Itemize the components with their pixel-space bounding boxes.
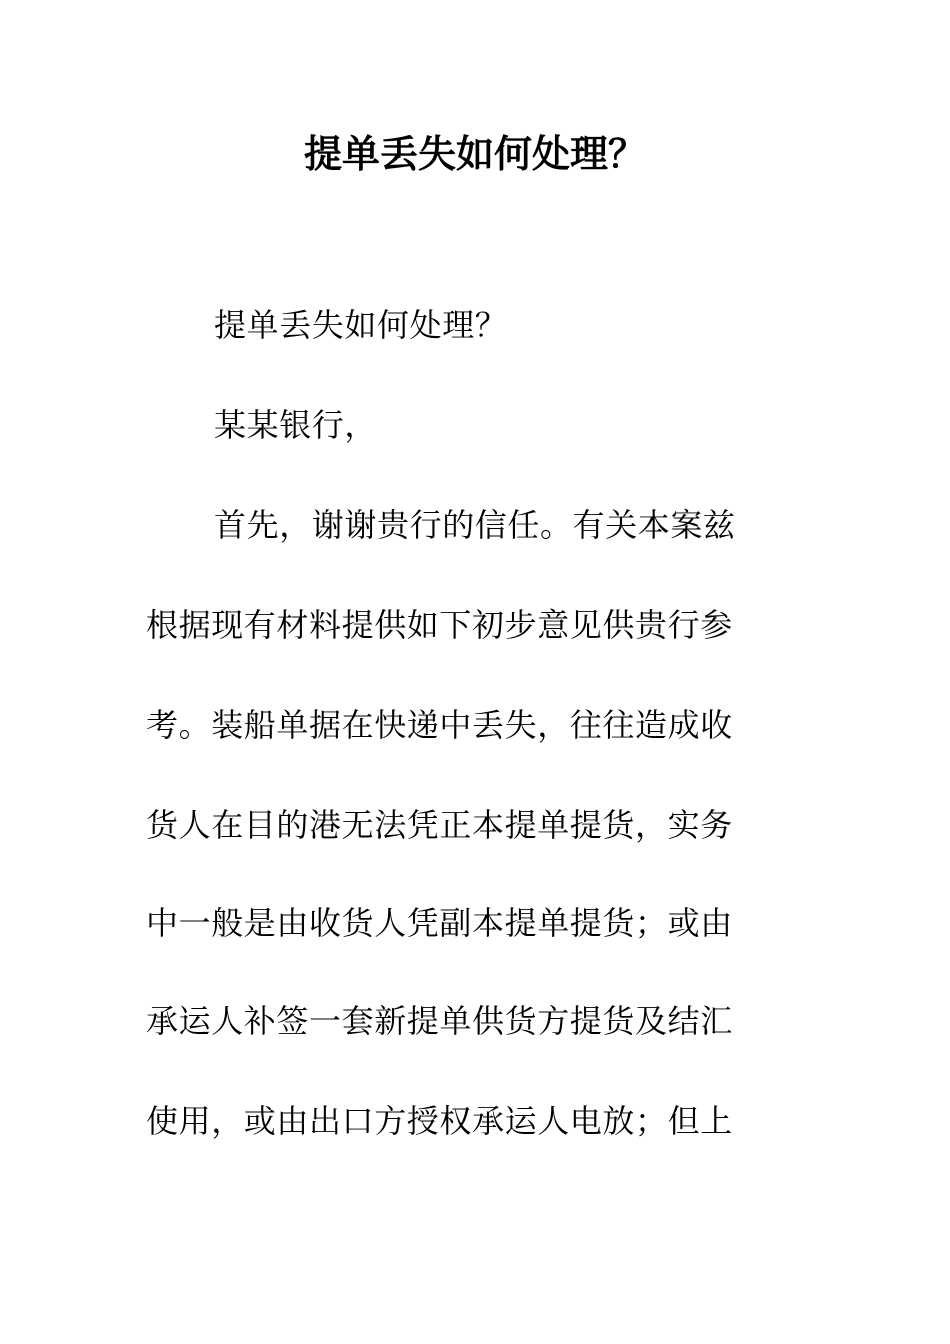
paragraph-heading: 提单丢失如何处理？ bbox=[214, 306, 508, 344]
body-line: 中一般是由收货人凭副本提单提货；或由 bbox=[146, 904, 733, 942]
body-line: 考。装船单据在快递中丢失，往往造成收 bbox=[146, 706, 733, 744]
body-line: 承运人补签一套新提单供货方提货及结汇 bbox=[146, 1002, 733, 1040]
body-line: 货人在目的港无法凭正本提单提货，实务 bbox=[146, 806, 733, 844]
body-line: 根据现有材料提供如下初步意见供贵行参 bbox=[146, 606, 733, 644]
body-line: 使用，或由出口方授权承运人电放；但上 bbox=[146, 1102, 733, 1140]
salutation-line: 某某银行， bbox=[214, 406, 378, 444]
body-line: 首先，谢谢贵行的信任。有关本案兹 bbox=[214, 506, 736, 544]
document-title: 提单丢失如何处理？ bbox=[303, 131, 646, 176]
